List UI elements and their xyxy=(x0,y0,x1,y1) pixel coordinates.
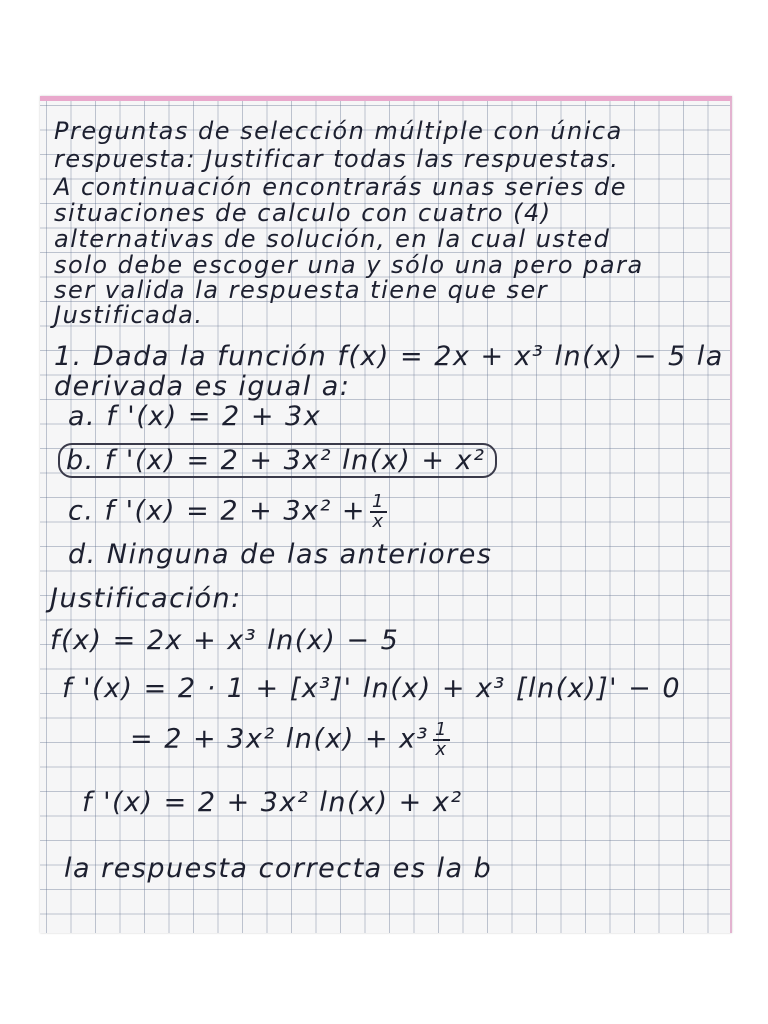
step-3-text: = 2 + 3x² ln(x) + x³ xyxy=(130,723,429,755)
option-c-fraction xyxy=(370,493,387,531)
question-statement: 1. Dada la función f(x) = 2x + x³ ln(x) − 5 la xyxy=(54,341,724,372)
fraction-numerator: 1 xyxy=(372,491,385,512)
intro-line: Justificada. xyxy=(54,301,204,329)
question-statement-cont: derivada es igual a: xyxy=(54,371,351,402)
derivation-step-3 xyxy=(130,721,450,759)
option-a: a. f '(x) = 2 + 3x xyxy=(68,401,322,432)
justification-title: Justificación: xyxy=(50,583,242,614)
option-d: d. Ninguna de las anteriores xyxy=(68,539,493,570)
intro-line: situaciones de calculo con cuatro (4) xyxy=(54,199,552,227)
intro-line: solo debe escoger una y sólo una pero para xyxy=(54,251,644,279)
option-c xyxy=(68,493,387,531)
step-3-fraction xyxy=(433,721,450,759)
final-answer: la respuesta correcta es la b xyxy=(64,853,493,884)
notebook-page xyxy=(40,96,732,933)
derivation-step-1: f(x) = 2x + x³ ln(x) − 5 xyxy=(50,625,400,656)
intro-line: ser valida la respuesta tiene que ser xyxy=(54,276,549,304)
option-b-selected: b. f '(x) = 2 + 3x² ln(x) + x² xyxy=(58,443,497,478)
derivation-step-2: f '(x) = 2 · 1 + [x³]' ln(x) + x³ [ln(x)]' − 0 xyxy=(62,673,682,704)
derivation-result: f '(x) = 2 + 3x² ln(x) + x² xyxy=(82,787,463,818)
fraction-denominator: x xyxy=(435,739,448,760)
intro-line: alternativas de solución, en la cual usted xyxy=(54,225,611,253)
intro-line: respuesta: Justificar todas las respuestas. xyxy=(54,145,620,173)
fraction-denominator: x xyxy=(372,511,385,532)
option-c-text: c. f '(x) = 2 + 3x² + xyxy=(68,495,367,527)
fraction-numerator: 1 xyxy=(435,719,448,740)
intro-line: A continuación encontrarás unas series de xyxy=(54,173,627,201)
intro-line: Preguntas de selección múltiple con única xyxy=(54,117,623,145)
